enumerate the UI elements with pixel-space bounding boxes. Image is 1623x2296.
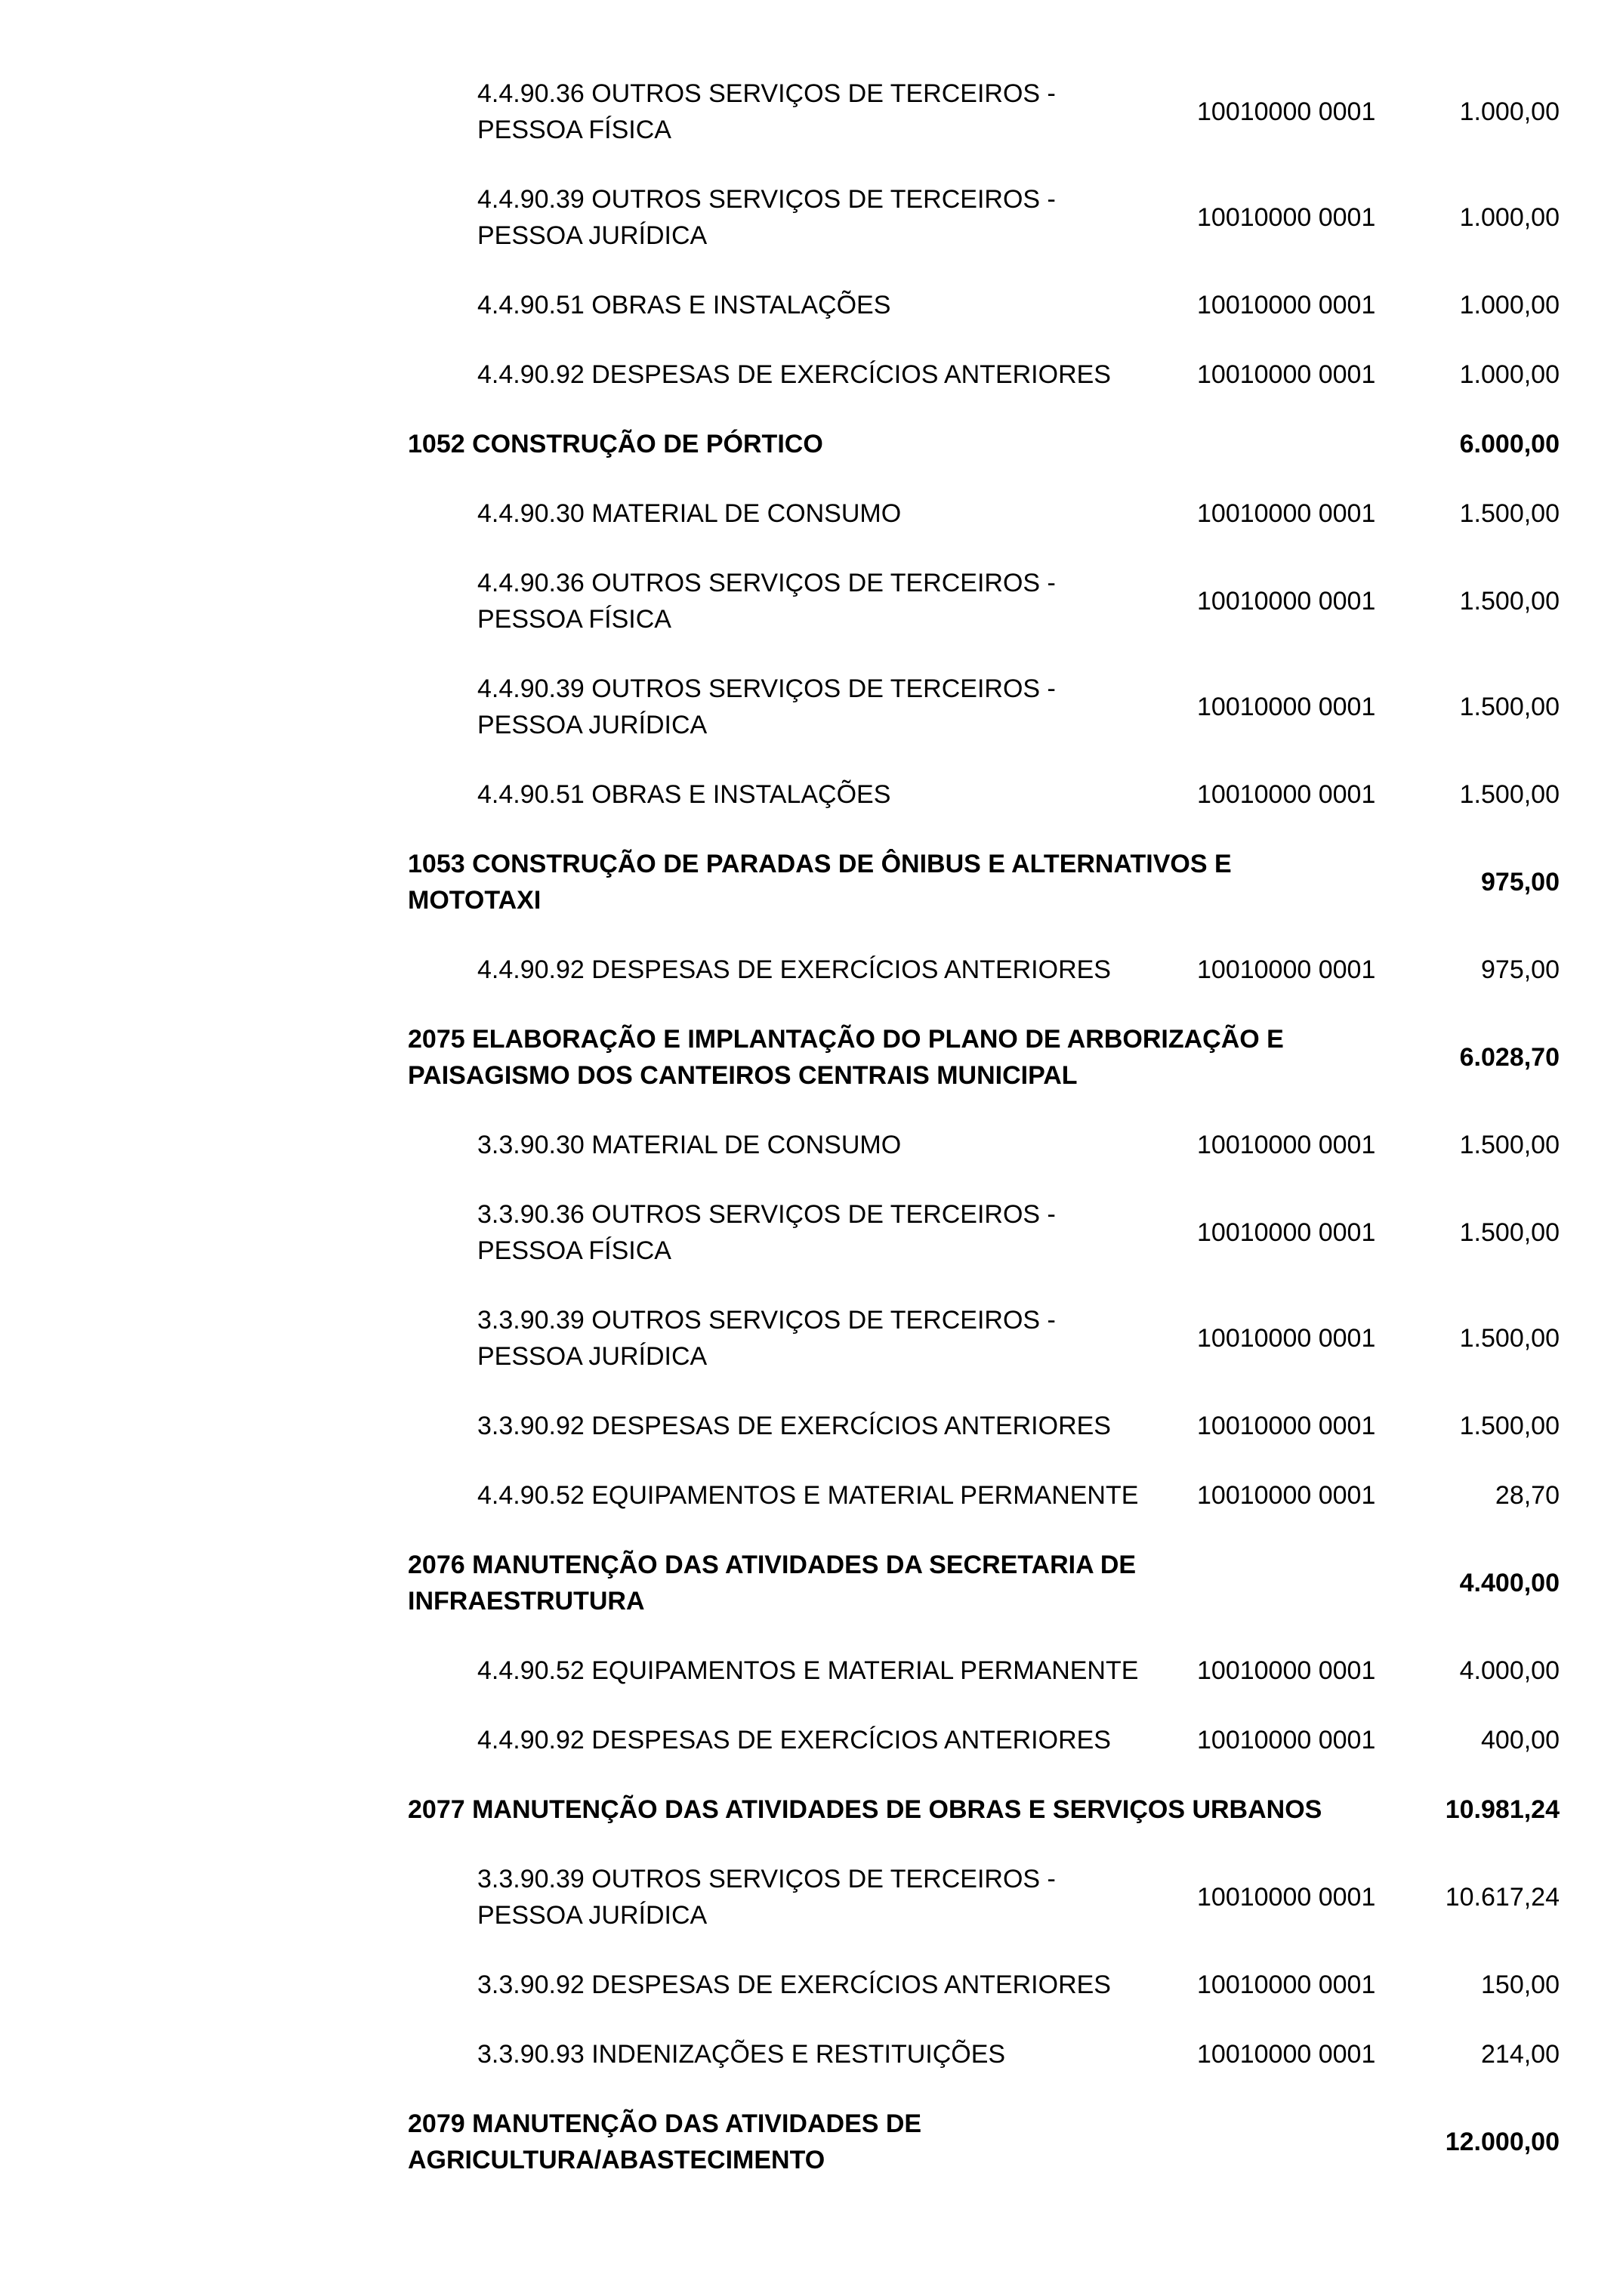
item-row — [408, 1861, 1560, 1933]
item-description: 4.4.90.36 OUTROS SERVIÇOS DE TERCEIROS - PESSOA FÍSICA — [477, 79, 1056, 144]
item-value: 1.000,00 — [1459, 291, 1560, 319]
fonte-code: 10010000 0001 — [1197, 1324, 1376, 1353]
item-value: 975,00 — [1481, 955, 1560, 984]
fonte-code: 10010000 0001 — [1197, 693, 1376, 721]
item-row — [408, 1127, 1560, 1163]
group-row — [408, 1547, 1560, 1619]
item-description: 4.4.90.51 OBRAS E INSTALAÇÕES — [477, 291, 891, 319]
fonte-code: 10010000 0001 — [1197, 1481, 1376, 1510]
item-value: 1.500,00 — [1459, 587, 1560, 616]
item-value: 28,70 — [1495, 1481, 1560, 1510]
item-row — [408, 671, 1560, 743]
budget-document — [408, 76, 1560, 2211]
item-description: 3.3.90.93 INDENIZAÇÕES E RESTITUIÇÕES — [477, 2040, 1006, 2069]
fonte-code: 10010000 0001 — [1197, 780, 1376, 809]
group-row — [408, 1021, 1560, 1094]
item-row — [408, 2036, 1560, 2072]
group-total: 10.981,24 — [1445, 1795, 1560, 1824]
item-description: 4.4.90.92 DESPESAS DE EXERCÍCIOS ANTERIORES — [477, 955, 1111, 984]
fonte-code: 10010000 0001 — [1197, 1218, 1376, 1247]
fonte-code: 10010000 0001 — [1197, 1656, 1376, 1685]
item-description: 4.4.90.92 DESPESAS DE EXERCÍCIOS ANTERIORES — [477, 360, 1111, 389]
item-description: 4.4.90.39 OUTROS SERVIÇOS DE TERCEIROS - PESSOA JURÍDICA — [477, 674, 1056, 739]
fonte-code: 10010000 0001 — [1197, 360, 1376, 389]
fonte-code: 10010000 0001 — [1197, 1412, 1376, 1440]
fonte-code: 10010000 0001 — [1197, 1131, 1376, 1159]
item-row — [408, 1653, 1560, 1689]
item-row — [408, 1408, 1560, 1444]
item-description: 4.4.90.39 OUTROS SERVIÇOS DE TERCEIROS - PESSOA JURÍDICA — [477, 185, 1056, 250]
group-row — [408, 2106, 1560, 2178]
item-description: 3.3.90.92 DESPESAS DE EXERCÍCIOS ANTERIORES — [477, 1412, 1111, 1440]
item-value: 1.500,00 — [1459, 499, 1560, 528]
item-row — [408, 565, 1560, 637]
item-row — [408, 1196, 1560, 1269]
item-value: 214,00 — [1481, 2040, 1560, 2069]
group-row — [408, 426, 1560, 462]
fonte-code: 10010000 0001 — [1197, 955, 1376, 984]
item-description: 4.4.90.51 OBRAS E INSTALAÇÕES — [477, 780, 891, 809]
item-value: 1.500,00 — [1459, 693, 1560, 721]
item-description: 4.4.90.36 OUTROS SERVIÇOS DE TERCEIROS - PESSOA FÍSICA — [477, 569, 1056, 634]
group-description: 2077 MANUTENÇÃO DAS ATIVIDADES DE OBRAS E SERVIÇOS URBANOS — [408, 1795, 1322, 1824]
fonte-code: 10010000 0001 — [1197, 291, 1376, 319]
fonte-code: 10010000 0001 — [1197, 587, 1376, 616]
item-row — [408, 1477, 1560, 1514]
group-row — [408, 846, 1560, 918]
item-row — [408, 181, 1560, 254]
fonte-code: 10010000 0001 — [1197, 1970, 1376, 1999]
item-row — [408, 495, 1560, 532]
item-description: 3.3.90.92 DESPESAS DE EXERCÍCIOS ANTERIORES — [477, 1970, 1111, 1999]
item-row — [408, 356, 1560, 393]
item-row — [408, 76, 1560, 148]
item-row — [408, 1967, 1560, 2003]
group-description: 1053 CONSTRUÇÃO DE PARADAS DE ÔNIBUS E ALTERNATIVOS E MOTOTAXI — [408, 850, 1232, 915]
item-row — [408, 776, 1560, 813]
item-value: 1.500,00 — [1459, 1412, 1560, 1440]
group-row — [408, 1791, 1560, 1828]
item-row — [408, 1302, 1560, 1375]
item-value: 4.000,00 — [1459, 1656, 1560, 1685]
group-total: 975,00 — [1481, 868, 1560, 896]
item-description: 3.3.90.36 OUTROS SERVIÇOS DE TERCEIROS - PESSOA FÍSICA — [477, 1200, 1056, 1265]
item-description: 4.4.90.30 MATERIAL DE CONSUMO — [477, 499, 902, 528]
fonte-code: 10010000 0001 — [1197, 499, 1376, 528]
group-total: 4.400,00 — [1459, 1569, 1560, 1597]
fonte-code: 10010000 0001 — [1197, 1726, 1376, 1754]
group-description: 2075 ELABORAÇÃO E IMPLANTAÇÃO DO PLANO DE ARBORIZAÇÃO E PAISAGISMO DOS CANTEIROS CENTRAIS MUNICIPAL — [408, 1025, 1284, 1090]
item-value: 1.500,00 — [1459, 1218, 1560, 1247]
group-description: 2079 MANUTENÇÃO DAS ATIVIDADES DE AGRICULTURA/ABASTECIMENTO — [408, 2109, 922, 2174]
fonte-code: 10010000 0001 — [1197, 2040, 1376, 2069]
item-value: 1.500,00 — [1459, 1131, 1560, 1159]
item-value: 1.000,00 — [1459, 360, 1560, 389]
item-description: 3.3.90.30 MATERIAL DE CONSUMO — [477, 1131, 902, 1159]
item-value: 1.000,00 — [1459, 97, 1560, 126]
item-description: 3.3.90.39 OUTROS SERVIÇOS DE TERCEIROS - PESSOA JURÍDICA — [477, 1865, 1056, 1930]
item-row — [408, 952, 1560, 988]
fonte-code: 10010000 0001 — [1197, 1883, 1376, 1912]
item-value: 400,00 — [1481, 1726, 1560, 1754]
group-total: 6.028,70 — [1459, 1043, 1560, 1072]
group-description: 2076 MANUTENÇÃO DAS ATIVIDADES DA SECRETARIA DE INFRAESTRUTURA — [408, 1551, 1137, 1616]
item-value: 1.000,00 — [1459, 203, 1560, 232]
item-description: 3.3.90.39 OUTROS SERVIÇOS DE TERCEIROS - PESSOA JURÍDICA — [477, 1306, 1056, 1371]
item-description: 4.4.90.52 EQUIPAMENTOS E MATERIAL PERMANENTE — [477, 1656, 1139, 1685]
fonte-code: 10010000 0001 — [1197, 203, 1376, 232]
item-row — [408, 1722, 1560, 1758]
item-description: 4.4.90.92 DESPESAS DE EXERCÍCIOS ANTERIORES — [477, 1726, 1111, 1754]
item-row — [408, 287, 1560, 323]
group-total: 12.000,00 — [1445, 2128, 1560, 2156]
item-description: 4.4.90.52 EQUIPAMENTOS E MATERIAL PERMANENTE — [477, 1481, 1139, 1510]
fonte-code: 10010000 0001 — [1197, 97, 1376, 126]
item-value: 10.617,24 — [1445, 1883, 1560, 1912]
group-total: 6.000,00 — [1459, 430, 1560, 458]
item-value: 150,00 — [1481, 1970, 1560, 1999]
item-value: 1.500,00 — [1459, 1324, 1560, 1353]
group-description: 1052 CONSTRUÇÃO DE PÓRTICO — [408, 430, 823, 458]
item-value: 1.500,00 — [1459, 780, 1560, 809]
